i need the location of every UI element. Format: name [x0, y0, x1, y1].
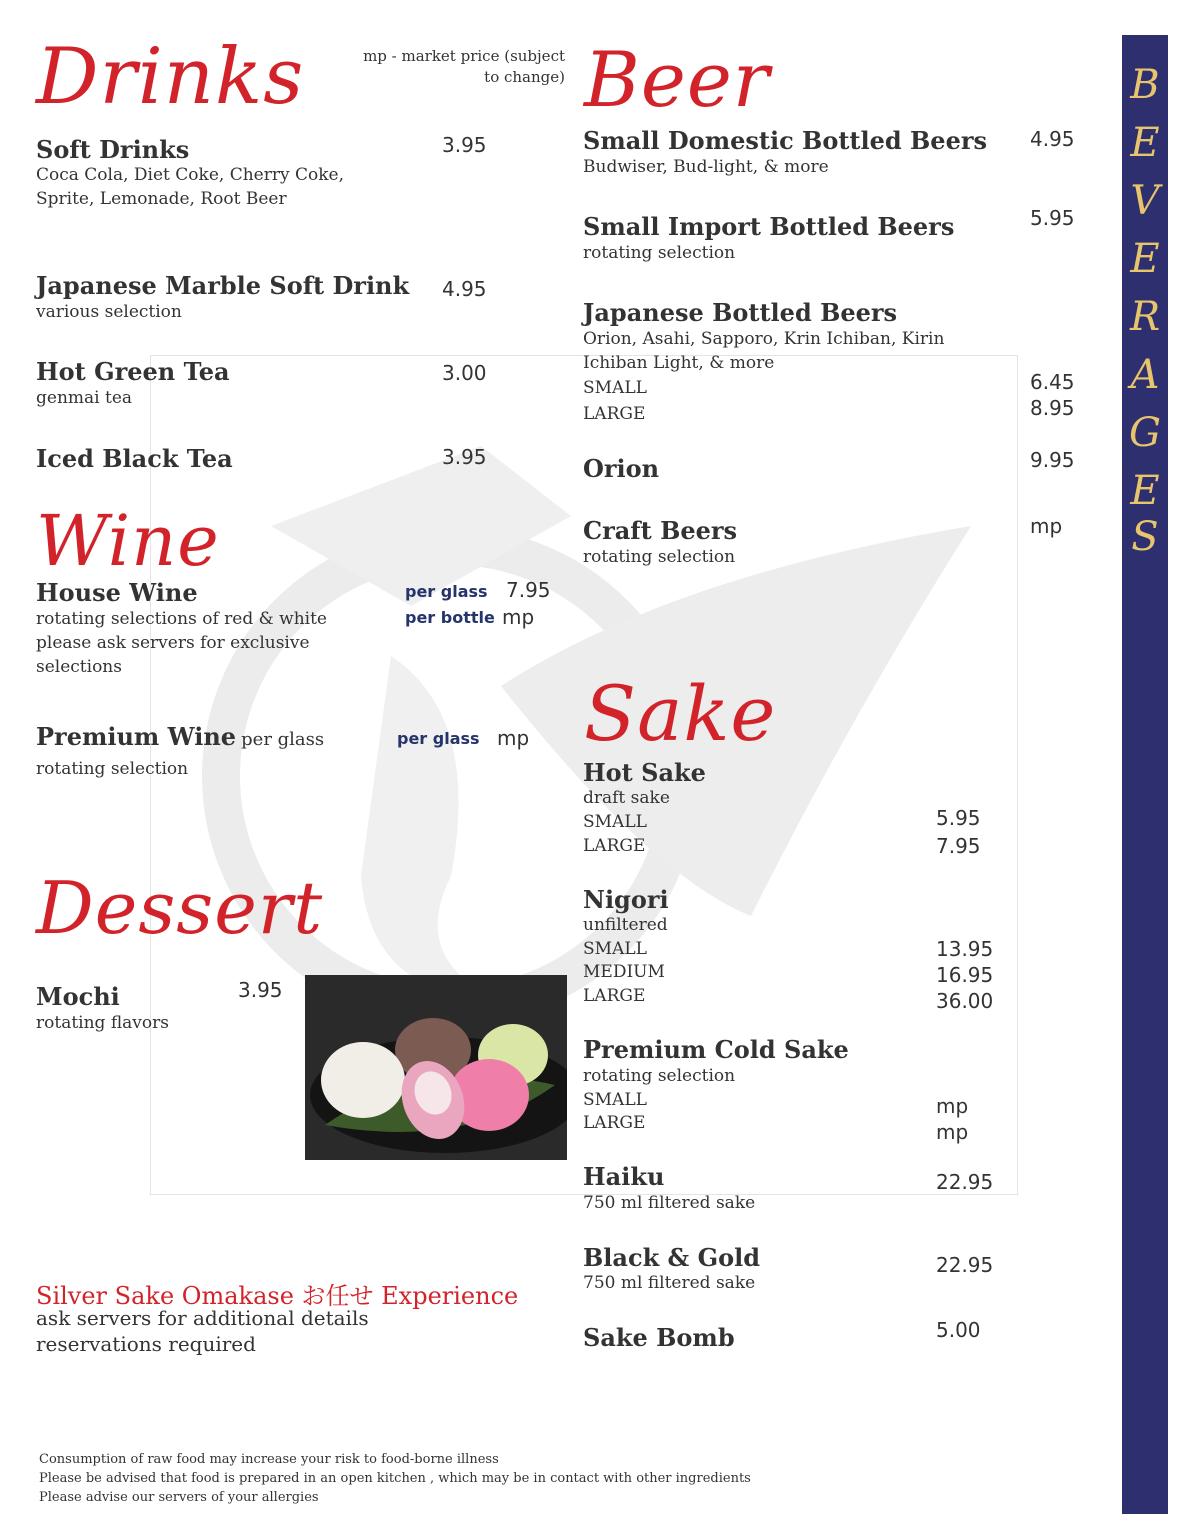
- craft-beer-name: Craft Beers: [583, 516, 738, 545]
- hot-sake-large-price: 7.95: [936, 834, 981, 858]
- sake-bomb-name: Sake Bomb: [583, 1323, 735, 1352]
- premium-wine-suffix: per glass: [241, 729, 325, 750]
- sidebar-letter: E: [1130, 236, 1160, 282]
- japanese-beer-small-price: 6.45: [1030, 370, 1075, 394]
- hot-sake-name: Hot Sake: [583, 758, 706, 787]
- mochi-price: 3.95: [238, 978, 283, 1002]
- sidebar-letter: R: [1129, 294, 1161, 340]
- sidebar-letter: E: [1130, 120, 1160, 166]
- japanese-beer-large-label: LARGE: [583, 404, 646, 424]
- premium-wine-name: Premium Wine: [36, 722, 237, 751]
- beer-heading: Beer: [584, 35, 771, 124]
- premium-cold-sake-small-price: mp: [936, 1094, 969, 1118]
- house-wine-desc: rotating selections of red & white please ask servers for exclusive selections: [36, 609, 327, 677]
- japanese-beer-small-label: SMALL: [583, 378, 647, 398]
- dessert-heading: Dessert: [36, 866, 324, 950]
- black-gold-name: Black & Gold: [583, 1243, 760, 1272]
- sidebar-letter: A: [1130, 352, 1160, 398]
- drinks-heading: Drinks: [36, 32, 305, 122]
- domestic-beer-name: Small Domestic Bottled Beers: [583, 126, 988, 155]
- sidebar-letter: B: [1130, 62, 1160, 108]
- house-wine-name: House Wine: [36, 578, 198, 607]
- premium-cold-sake-name: Premium Cold Sake: [583, 1035, 849, 1064]
- omakase-title: Silver Sake Omakase お任せ Experience: [36, 1282, 519, 1310]
- mochi-image-icon: [305, 975, 567, 1160]
- premium-wine-glass-label: per glass: [397, 729, 480, 748]
- domestic-beer-desc: Budwiser, Bud-light, & more: [583, 157, 829, 177]
- hot-sake-small-price: 5.95: [936, 806, 981, 830]
- wine-heading: Wine: [36, 500, 220, 582]
- house-wine-bottle-price: mp: [502, 605, 535, 629]
- marble-soda-desc: various selection: [36, 302, 182, 322]
- nigori-large-price: 36.00: [936, 989, 994, 1013]
- disclaimer-line1: Consumption of raw food may increase your risk to food-borne illness: [39, 1452, 499, 1467]
- marble-soda-price: 4.95: [442, 277, 487, 301]
- orion-price: 9.95: [1030, 448, 1075, 472]
- sidebar-letter: V: [1130, 178, 1160, 224]
- house-wine-glass-price: 7.95: [506, 578, 551, 602]
- omakase-line2: reservations required: [36, 1332, 256, 1356]
- market-price-note: mp - market price (subject to change): [363, 47, 565, 86]
- haiku-desc: 750 ml filtered sake: [583, 1193, 756, 1213]
- nigori-name: Nigori: [583, 885, 669, 914]
- orion-name: Orion: [583, 454, 660, 483]
- premium-wine-title: [36, 724, 324, 752]
- soft-drinks-desc: Coca Cola, Diet Coke, Cherry Coke, Sprite, Lemonade, Root Beer: [36, 165, 344, 209]
- beverages-sidebar: [1122, 35, 1168, 1514]
- premium-wine-glass-price: mp: [497, 726, 530, 750]
- house-wine-bottle-label: per bottle: [405, 608, 495, 627]
- domestic-beer-price: 4.95: [1030, 127, 1075, 151]
- soft-drinks-name: Soft Drinks: [36, 135, 190, 164]
- black-tea-name: Iced Black Tea: [36, 444, 233, 473]
- disclaimer-line2: Please be advised that food is prepared in an open kitchen , which may be in contact with other ingredients: [39, 1471, 751, 1486]
- sidebar-letter: S: [1131, 514, 1159, 560]
- mochi-photo: [305, 975, 567, 1160]
- premium-cold-sake-large-price: mp: [936, 1120, 969, 1144]
- nigori-small-price: 13.95: [936, 937, 994, 961]
- premium-cold-sake-large-label: LARGE: [583, 1113, 646, 1133]
- hot-sake-large-label: LARGE: [583, 836, 646, 856]
- disclaimer-line3: Please advise our servers of your allergies: [39, 1490, 319, 1505]
- japanese-beer-desc: Orion, Asahi, Sapporo, Krin Ichiban, Kirin Ichiban Light, & more: [583, 329, 945, 373]
- omakase-line1: ask servers for additional details: [36, 1306, 369, 1330]
- black-gold-price: 22.95: [936, 1253, 994, 1277]
- haiku-price: 22.95: [936, 1170, 994, 1194]
- house-wine-glass-label: per glass: [405, 582, 488, 601]
- disclaimer: [39, 1450, 751, 1507]
- black-gold-desc: 750 ml filtered sake: [583, 1273, 756, 1293]
- nigori-small-label: SMALL: [583, 939, 647, 959]
- nigori-desc: unfiltered: [583, 915, 668, 935]
- craft-beer-price: mp: [1030, 514, 1063, 538]
- green-tea-desc: genmai tea: [36, 388, 133, 408]
- sake-bomb-price: 5.00: [936, 1318, 981, 1342]
- green-tea-price: 3.00: [442, 361, 487, 385]
- hot-sake-desc: draft sake: [583, 788, 670, 808]
- hot-sake-small-label: SMALL: [583, 812, 647, 832]
- premium-wine-desc: rotating selection: [36, 759, 189, 779]
- soft-drinks-price: 3.95: [442, 133, 487, 157]
- import-beer-name: Small Import Bottled Beers: [583, 212, 955, 241]
- marble-soda-name: Japanese Marble Soft Drink: [36, 271, 410, 300]
- import-beer-desc: rotating selection: [583, 243, 736, 263]
- sidebar-letter: E: [1130, 468, 1160, 514]
- green-tea-name: Hot Green Tea: [36, 357, 230, 386]
- nigori-large-label: LARGE: [583, 986, 646, 1006]
- premium-cold-sake-desc: rotating selection: [583, 1066, 736, 1086]
- nigori-medium-label: MEDIUM: [583, 962, 665, 982]
- premium-cold-sake-small-label: SMALL: [583, 1090, 647, 1110]
- haiku-name: Haiku: [583, 1162, 665, 1191]
- nigori-medium-price: 16.95: [936, 963, 994, 987]
- black-tea-price: 3.95: [442, 445, 487, 469]
- mochi-name: Mochi: [36, 982, 120, 1011]
- japanese-beer-large-price: 8.95: [1030, 396, 1075, 420]
- import-beer-price: 5.95: [1030, 206, 1075, 230]
- craft-beer-desc: rotating selection: [583, 547, 736, 567]
- mochi-desc: rotating flavors: [36, 1013, 169, 1033]
- japanese-beer-name: Japanese Bottled Beers: [583, 298, 898, 327]
- sidebar-letter: G: [1129, 410, 1161, 456]
- sake-heading: Sake: [584, 669, 777, 758]
